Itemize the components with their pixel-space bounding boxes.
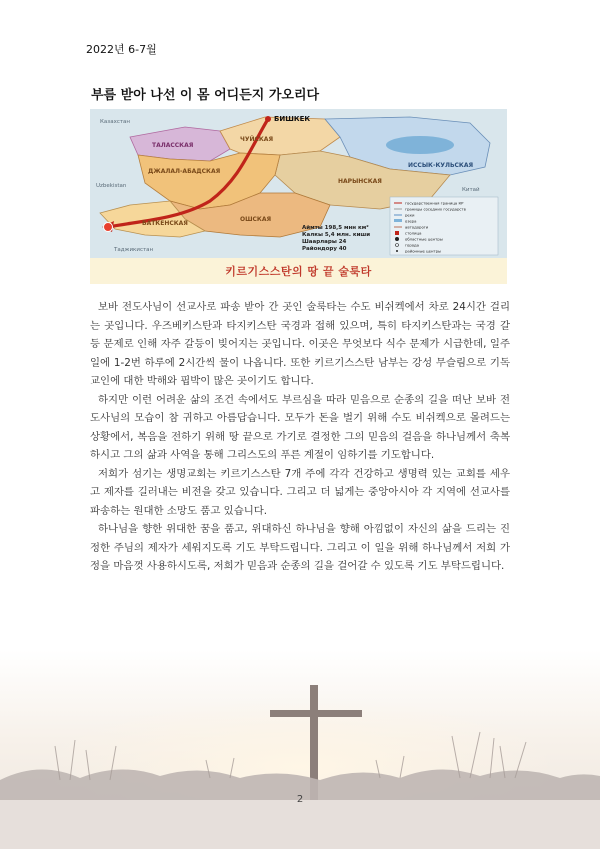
stat-districts: Райондору 40 <box>302 246 347 252</box>
paragraph: 하나님을 향한 위대한 꿈을 품고, 위대하신 하나님을 향해 아낌없이 자신의 삶을 드리는 진정한 주님의 제자가 세워지도록 기도 부탁드립니다. 그리고 이 일을 위해 하나님께서 저희 가정을 마음껏 사용하시도록, 저희가 믿음과 순종의 길을 걸어갈 수 있도록 기도 부탁드립니다. <box>90 523 510 572</box>
bishkek-marker <box>265 116 271 122</box>
article-body <box>90 298 510 576</box>
paragraph: 보바 전도사님이 선교사로 파송 받아 간 곳인 술룩타는 수도 비쉬켁에서 차로 24시간 걸리는 곳입니다. 우즈베키스탄과 타지키스탄 국경과 접해 있으며, 특히 타지키스탄과는 국경 갈등 문제로 인해 자주 갈등이 빚어지는 곳입니다. 이곳은 무엇보다 식수 문제가 시급한데, 일주일에 1-2번 하루에 2시간씩 물이 나옵니다. 또한 키르기스스탄 남부는 강성 무슬림으로 기독교인에 대한 박해와 핍박이 많은 곳이기도 합니다. <box>90 301 510 387</box>
map-legend <box>390 197 498 255</box>
map-graphic <box>90 109 507 259</box>
article-title: 부름 받아 나선 이 몸 어디든지 가오리다 <box>91 88 320 103</box>
label-batken: БАТКЕНСКАЯ <box>142 220 188 227</box>
label-uzbekistan: Uzbekistan <box>96 183 127 189</box>
stat-area: Аймты 198,5 мнн км² <box>302 225 369 231</box>
cross-landscape-image <box>0 650 600 849</box>
issue-date: 2022년 6-7월 <box>86 43 157 56</box>
legend-item: реки <box>405 212 415 218</box>
label-naryn: НАРЫНСКАЯ <box>338 178 382 185</box>
label-jalal-abad: ДЖАЛАЛ-АБАДСКАЯ <box>148 168 221 175</box>
paragraph: 하지만 이런 어려운 삶의 조건 속에서도 부르심을 따라 믿음으로 순종의 길을 떠난 보바 전도사님의 모습이 참 귀하고 아름답습니다. 모두가 돈을 벌기 위해 수도 비쉬켁으로 몰려드는 상황에서, 복음을 전하기 위해 땅 끝으로 가기로 결정한 그의 믿음의 걸음을 하나님께서 축복하시고 그의 삶과 사역을 통해 그리스도의 푸른 계절이 임하기를 기도합니다. <box>90 393 510 461</box>
map-caption-bar <box>90 258 507 284</box>
label-talas: ТАЛАССКАЯ <box>152 142 194 149</box>
legend-item: государственная граница КР <box>405 200 464 206</box>
label-capital: БИШКЕК <box>274 115 311 123</box>
label-osh: ОШСКАЯ <box>240 216 272 223</box>
page-number: 2 <box>296 794 304 805</box>
paragraph: 저희가 섬기는 생명교회는 키르기스스탄 7개 주에 각각 건강하고 생명력 있는 교회를 세우고 제자를 길러내는 비전을 갖고 있습니다. 그리고 더 넓게는 중앙아시아 각 지역에 선교사를 파송하는 원대한 소망도 품고 있습니다. <box>90 467 510 517</box>
legend-item: города <box>405 242 420 248</box>
label-issyk-kul: ИССЫК-КУЛЬСКАЯ <box>408 162 474 169</box>
legend-item: границы соседних государств <box>405 206 466 212</box>
stat-cities: Шаарлары 24 <box>302 239 347 245</box>
legend-item: озера <box>405 218 417 224</box>
sulukta-marker <box>104 223 113 232</box>
legend-item: столица <box>405 230 422 236</box>
legend-item: областные центры <box>405 236 443 242</box>
legend-item: районные центры <box>405 248 442 254</box>
legend-item: автодороги <box>405 224 429 230</box>
stat-population: Калкы 5,4 млн. киши <box>302 232 371 238</box>
label-tajikistan: Таджикистан <box>114 247 154 253</box>
label-chui: ЧУЙСКАЯ <box>240 136 274 143</box>
map-caption: 키르기스스탄의 땅 끝 술룩타 <box>225 265 372 278</box>
label-china: Китай <box>462 187 480 193</box>
label-kazakhstan: Казахстан <box>100 119 131 125</box>
